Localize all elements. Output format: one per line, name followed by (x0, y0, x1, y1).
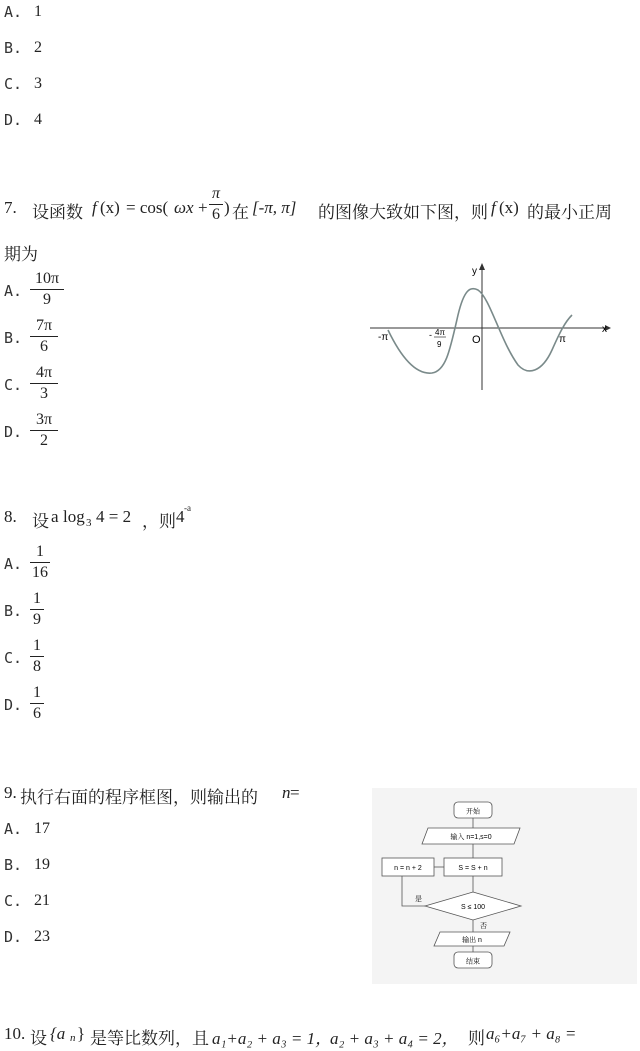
neg-pi-label: -π (378, 332, 389, 343)
function-name: f (92, 198, 97, 217)
option-value: 4 (34, 111, 42, 128)
frac-den: 9 (43, 291, 51, 308)
question-lead: 设函数 (32, 203, 83, 222)
option-fraction (30, 270, 64, 309)
function-arg: (x) (499, 198, 519, 217)
option-fraction (30, 590, 44, 629)
question-text: 执行右面的程序框图，则输出的 (20, 788, 258, 807)
question-number: 8. (4, 507, 17, 526)
comma-then: ，则 (142, 512, 176, 531)
origin-label: O (472, 334, 481, 346)
tick-denominator: 9 (437, 340, 442, 349)
function-graph (360, 260, 620, 400)
question-number: 10. (4, 1024, 26, 1043)
sequence: {a (50, 1024, 66, 1043)
option-fraction (30, 543, 50, 582)
question-text: 是等比数列，且 (90, 1029, 209, 1048)
option-letter: C. (4, 376, 23, 394)
option-value: 19 (34, 856, 50, 873)
frac-den: 9 (33, 611, 41, 628)
question-mid: 的图像大致如下图，则 (318, 203, 488, 222)
condition-label: S ≤ 100 (460, 904, 486, 911)
frac-num: 1 (33, 684, 41, 701)
frac-den: 16 (32, 564, 48, 581)
option-value: 23 (34, 928, 50, 945)
start-label: 开始 (466, 808, 480, 816)
option-letter: A. (4, 282, 23, 300)
log-rest: 4 = 2 (96, 507, 132, 526)
sequence-subscript: n (70, 1032, 76, 1044)
input-label: 输入 n=1,s=0 (450, 834, 492, 841)
option-letter: D. (4, 928, 23, 946)
frac-num: 3π (35, 411, 53, 428)
equation-3: a₆+a₇ + a₈ = (486, 1024, 577, 1043)
option-letter: B. (4, 329, 23, 347)
y-axis-arrow (479, 263, 485, 270)
option-letter: A. (4, 555, 23, 573)
power-base: 4 (176, 507, 185, 526)
option-letter: A. (4, 3, 23, 21)
function-arg: (x) (100, 198, 120, 217)
end-label: 结束 (466, 958, 480, 966)
equation-1: a₁+a₂ + a₃ = 1， (212, 1029, 333, 1048)
option-fraction (30, 364, 58, 403)
frac-den: 6 (40, 338, 48, 355)
option-fraction (30, 411, 58, 450)
option-letter: A. (4, 820, 23, 838)
option-letter: B. (4, 856, 23, 874)
sequence-close: } (77, 1024, 86, 1043)
option-fraction (30, 637, 44, 676)
frac-num: 1 (36, 543, 44, 560)
option-value: 3 (34, 75, 42, 92)
option-value: 21 (34, 892, 50, 909)
question-number: 7. (4, 198, 17, 217)
frac-den: 2 (40, 432, 48, 449)
interval-word: 在 (232, 203, 249, 222)
option-letter: C. (4, 892, 23, 910)
output-label: 输出 n (462, 937, 482, 944)
frac-den: 6 (212, 206, 220, 223)
var-a: a (51, 507, 59, 526)
flowchart (372, 788, 637, 984)
equals-cos: = cos( (126, 198, 169, 217)
tick-sign: - (429, 330, 432, 340)
option-letter: D. (4, 423, 23, 441)
interval: [-π, π] (252, 198, 297, 217)
frac-den: 3 (40, 385, 48, 402)
option-fraction (30, 684, 44, 723)
var-n: n (282, 783, 291, 802)
option-letter: D. (4, 696, 23, 714)
cosine-curve (388, 289, 572, 373)
option-letter: B. (4, 602, 23, 620)
option-letter: C. (4, 649, 23, 667)
x-axis-label: x (602, 324, 607, 335)
assign-n-label: n = n + 2 (394, 865, 422, 872)
pi-label: π (559, 334, 566, 345)
frac-num: 4π (35, 364, 53, 381)
frac-num: π (211, 185, 220, 202)
question-tail: 的最小正周 (527, 203, 612, 222)
option-fraction (30, 317, 58, 356)
frac-den: 8 (33, 658, 41, 675)
question-lead: 设 (30, 1029, 47, 1048)
log-base: 3 (86, 517, 92, 529)
question-lead: 设 (32, 512, 49, 531)
tick-numerator: 4π (435, 328, 445, 337)
option-value: 2 (34, 39, 42, 56)
option-letter: C. (4, 75, 23, 93)
question-number: 9. (4, 783, 17, 802)
pi-over-six (209, 185, 223, 224)
log-text: log (63, 507, 85, 526)
option-letter: B. (4, 39, 23, 57)
question-line2: 期为 (4, 245, 38, 264)
close-paren: ) (224, 198, 230, 217)
function-name: f (491, 198, 496, 217)
frac-num: 7π (35, 317, 53, 334)
assign-s-label: S = S + n (458, 865, 488, 872)
frac-den: 6 (33, 705, 41, 722)
equals: = (290, 783, 300, 802)
flowchart-background (372, 788, 637, 984)
frac-num: 10π (34, 270, 60, 287)
no-label: 否 (480, 923, 487, 930)
power-exponent: -a (184, 503, 191, 513)
plus-sign: + (198, 198, 208, 217)
equation-2: a₂ + a₃ + a₄ = 2， (330, 1029, 459, 1048)
yes-label: 是 (415, 896, 422, 903)
frac-num: 1 (33, 590, 41, 607)
omega-x: ωx (174, 198, 194, 217)
option-letter: D. (4, 111, 23, 129)
y-axis-label: y (472, 266, 477, 277)
option-value: 1 (34, 3, 42, 20)
then-word: 则 (468, 1029, 485, 1048)
frac-num: 1 (33, 637, 41, 654)
option-value: 17 (34, 820, 50, 837)
